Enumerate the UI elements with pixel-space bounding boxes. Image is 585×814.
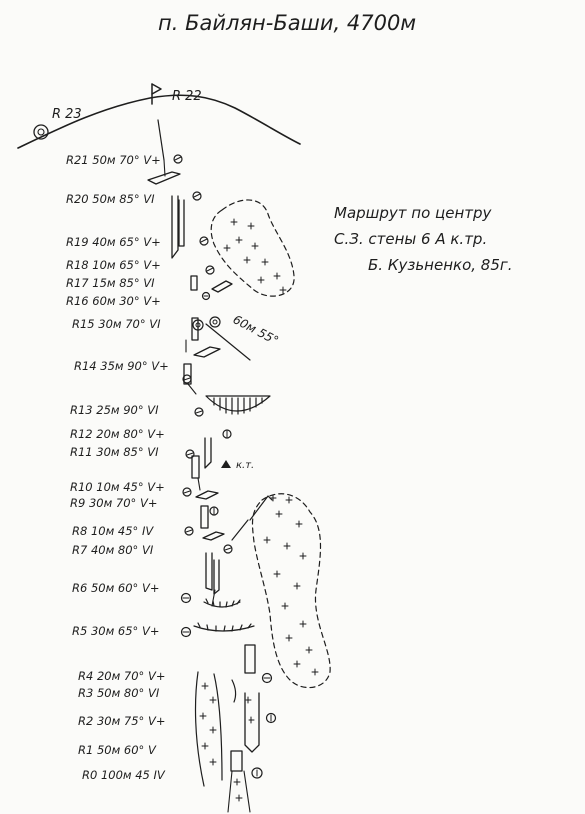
overhang-feature (206, 396, 270, 414)
pitch-label-R1: R1 50м 60° V (78, 743, 156, 757)
crack-feature (214, 560, 219, 594)
branch-route (206, 312, 281, 360)
piton-icon (182, 594, 191, 603)
ledge-feature (212, 281, 232, 292)
piton-icon (203, 293, 210, 300)
branch-route-label: 60м 55° (230, 312, 281, 348)
crack-feature (245, 645, 255, 673)
pitch-label-R4: R4 20м 70° V+ (78, 669, 166, 683)
pitch-label-R6: R6 50м 60° V+ (72, 581, 160, 595)
piton-icon (224, 545, 232, 553)
pitch-label-R21: R21 50м 70° V+ (66, 153, 161, 167)
piton-icon (185, 527, 193, 535)
pitch-label-R8: R8 10м 45° IV (72, 524, 154, 538)
piton-icon (195, 408, 203, 416)
piton-icon (263, 674, 272, 683)
piton-icon (267, 714, 276, 723)
ledge-feature (196, 491, 218, 499)
crack-feature (205, 438, 211, 468)
piton-icon (174, 155, 182, 163)
piton-icon (210, 507, 218, 515)
piton-icon (200, 237, 208, 245)
snow-field-lower (252, 494, 330, 688)
pitch-label-R5: R5 30м 65° V+ (72, 624, 160, 638)
pitch-label-R16: R16 60м 30° V+ (66, 294, 161, 308)
route-description-line1: Маршрут по центру (334, 204, 492, 222)
route-line (164, 160, 250, 812)
pitch-labels (66, 153, 169, 782)
crack-features (172, 196, 259, 771)
piton-icon (252, 768, 262, 778)
pitch-label-R20: R20 50м 85° VI (66, 192, 155, 206)
arete-lines (232, 496, 272, 540)
ledge-feature (203, 532, 224, 540)
pitch-label-R0: R0 100м 45 IV (82, 768, 165, 782)
piton-icon (183, 488, 191, 496)
roof-feature (204, 602, 240, 607)
ledge-feature (194, 347, 220, 357)
cairn-triangle-icon (221, 460, 231, 468)
crack-feature (192, 456, 199, 478)
control-tour (221, 460, 254, 471)
summit-flag-icon (152, 84, 161, 104)
crack-feature (245, 693, 259, 752)
pitch-label-R9: R9 30м 70° V+ (70, 496, 158, 510)
crack-feature (172, 196, 178, 258)
pitch-label-R10: R10 10м 45° V+ (70, 480, 165, 494)
crack-feature (231, 751, 242, 771)
piton-icon (193, 192, 201, 200)
roof-features (194, 599, 254, 631)
piton-icon (182, 628, 191, 637)
crack-feature (206, 553, 212, 590)
pitch-label-R19: R19 40м 65° V+ (66, 235, 161, 249)
control-tour-label: к.т. (236, 460, 255, 471)
station-double-circle-icon (210, 317, 220, 327)
pitch-label-R3: R3 50м 80° VI (78, 686, 160, 700)
pitch-label-R13: R13 25м 90° VI (70, 403, 159, 417)
route-description-line3: Б. Кузьненко, 85г. (368, 256, 513, 274)
summit-label-right: R 22 (172, 89, 202, 104)
pitch-label-R14: R14 35м 90° V+ (74, 359, 169, 373)
pitch-label-R2: R2 30м 75° V+ (78, 714, 166, 728)
crack-feature (191, 276, 197, 290)
pitch-label-R18: R18 10м 65° V+ (66, 258, 161, 272)
pitch-label-R11: R11 30м 85° VI (70, 445, 159, 459)
route-description-line2: С.З. стены 6 А к.тр. (334, 230, 488, 248)
piton-icon (186, 450, 194, 458)
ledge-feature (148, 172, 180, 184)
pitch-label-R17: R17 15м 85° VI (66, 276, 155, 290)
piton-icon (206, 266, 214, 274)
pitch-label-R7: R7 40м 80° VI (72, 543, 154, 557)
diagram-title: п. Байлян-Баши, 4700м (158, 11, 417, 35)
summit-label-left: R 23 (52, 107, 82, 122)
pitch-label-R15: R15 30м 70° VI (72, 317, 161, 331)
crack-feature (201, 506, 208, 528)
piton-icon (223, 430, 231, 438)
pitch-label-R12: R12 20м 80° V+ (70, 427, 165, 441)
crack-feature (179, 200, 184, 246)
